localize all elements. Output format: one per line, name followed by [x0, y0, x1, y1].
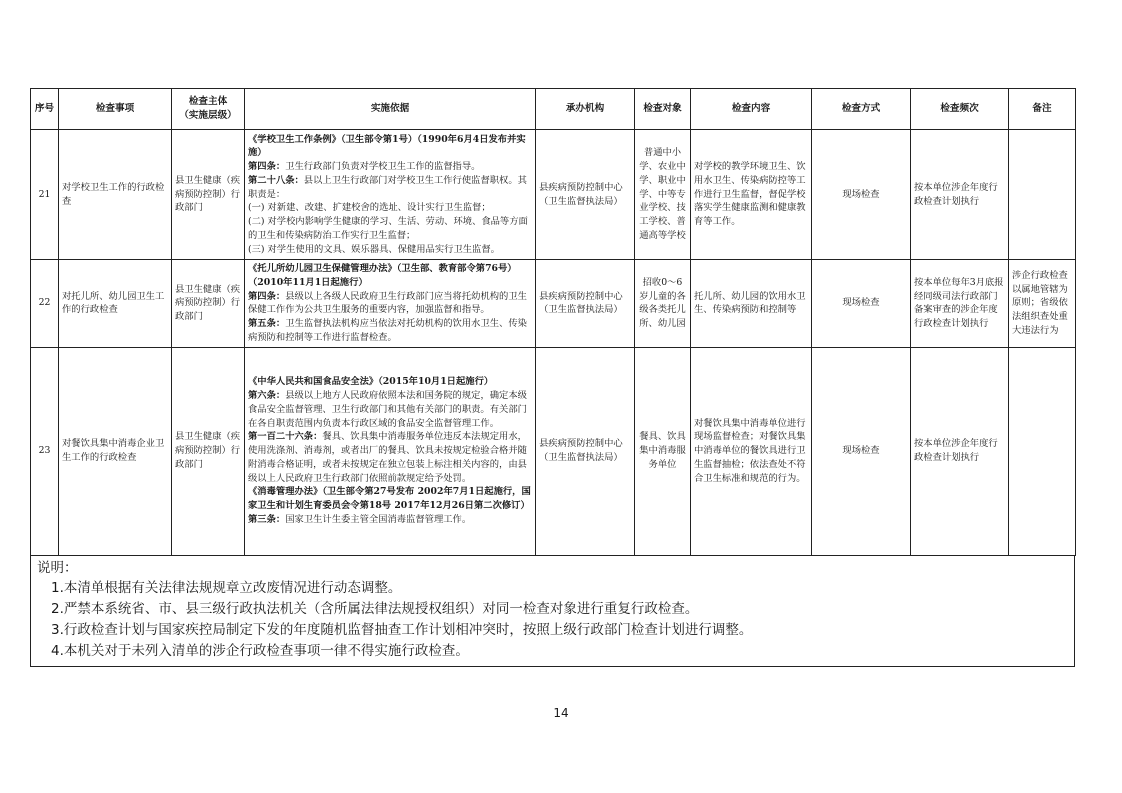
- cell-item: 对托儿所、幼儿园卫生工作的行政检查: [59, 260, 172, 348]
- cell-method: 现场检查: [812, 260, 911, 348]
- cell-frequency: 按本单位涉企年度行政检查计划执行: [911, 130, 1009, 260]
- cell-remark: 涉企行政检查以属地管辖为原则；省级依法组织查处重大违法行为: [1009, 260, 1076, 348]
- header-basis: 实施依据: [245, 89, 536, 130]
- basis-article-text: 国家卫生计生委主管全国消毒监督管理工作。: [285, 513, 472, 525]
- cell-basis: [245, 130, 536, 260]
- note-item-1: 1.本清单根据有关法律法规规章立改废情况进行动态调整。: [51, 580, 402, 597]
- cell-organization: 县疾病预防控制中心（卫生监督执法局）: [536, 130, 635, 260]
- basis-law-title: 《学校卫生工作条例》（卫生部令第1号）（1990年6月4日发布并实施）: [248, 133, 526, 159]
- basis-article-label: 第六条：: [248, 390, 286, 402]
- notes-section: [30, 556, 1075, 668]
- cell-remark: [1009, 347, 1076, 555]
- header-target: 检查对象: [635, 89, 691, 130]
- basis-article-label: 第四条：: [248, 290, 286, 302]
- basis-clause: (二) 对学校内影响学生健康的学习、生活、劳动、环境、食品等方面的卫生和传染病防治工作实行卫生监督；: [248, 216, 528, 241]
- cell-organization: 县疾病预防控制中心（卫生监督执法局）: [536, 347, 635, 555]
- basis-article: [248, 317, 532, 345]
- cell-remark: [1009, 130, 1076, 260]
- basis-article-text: 县级以上地方人民政府依照本法和国务院的规定，确定本级食品安全监督管理、卫生行政部门和其他有关部门的职责。有关部门在各自职责范围内负责本行政区域的食品安全监督管理工作。: [248, 390, 527, 429]
- note-item-4: 4.本机关对于未列入清单的涉企行政检查事项一律不得实施行政检查。: [51, 643, 469, 660]
- header-item: 检查事项: [59, 89, 172, 130]
- basis-law-title: 《消毒管理办法》（卫生部令第27号发布 2002年7月1日起施行，国家卫生和计划生育委员会令第18号 2017年12月26日第二次修订）: [248, 486, 531, 512]
- basis-article: [248, 290, 532, 318]
- basis-article-text: 餐具、饮具集中消毒服务单位违反本法规定用水，使用洗涤剂、消毒剂，或者出厂的餐具、饮具未按规定检验合格并随附消毒合格证明，或者未按规定在独立包装上标注相关内容的，由县级以上人民政府卫生行政部门依照前款规定给予处罚。: [248, 431, 527, 484]
- basis-clause: (三) 对学生使用的文具、娱乐器具、保健用品实行卫生监督。: [248, 243, 500, 255]
- table-header-row: [31, 89, 1076, 130]
- basis-article-label: 第四条：: [248, 161, 286, 173]
- basis-article-label: 第一百二十六条：: [248, 431, 323, 443]
- cell-organization: 县疾病预防控制中心（卫生监督执法局）: [536, 260, 635, 348]
- cell-item: 对学校卫生工作的行政检查: [59, 130, 172, 260]
- cell-basis: [245, 347, 536, 555]
- basis-article-text: 卫生监督执法机构应当依法对托幼机构的饮用水卫生、传染病预防和控制等工作进行监督检查。: [248, 318, 527, 343]
- cell-number: 21: [31, 130, 59, 260]
- basis-article-text: 县以上卫生行政部门对学校卫生工作行使监督职权。其职责是：: [248, 174, 527, 200]
- note-item-3: 3.行政检查计划与国家疾控局制定下发的年度随机监督抽查工作计划相冲突时，按照上级行政部门检查计划进行调整。: [51, 622, 753, 639]
- table-row: [31, 260, 1076, 348]
- cell-frequency: 按本单位涉企年度行政检查计划执行: [911, 347, 1009, 555]
- basis-article: [248, 430, 532, 485]
- cell-content: 托儿所、幼儿园的饮用水卫生、传染病预防和控制等: [691, 260, 812, 348]
- cell-target: 餐具、饮具集中消毒服务单位: [635, 347, 691, 555]
- basis-article: [248, 174, 532, 202]
- cell-subject: 县卫生健康（疾病预防控制）行政部门: [172, 347, 245, 555]
- basis-clause: (一) 对新建、改建、扩建校舍的选址、设计实行卫生监督；: [248, 202, 491, 214]
- header-subject: 检查主体 （实施层级）: [172, 89, 245, 130]
- cell-frequency: 按本单位每年3月底报经同级司法行政部门备案审查的涉企年度行政检查计划执行: [911, 260, 1009, 348]
- notes-title: 说明：: [37, 559, 78, 576]
- note-item-2: 2.严禁本系统省、市、县三级行政执法机关（含所属法律法规授权组织）对同一检查对象进行重复行政检查。: [51, 601, 699, 618]
- header-frequency: 检查频次: [911, 89, 1009, 130]
- header-method: 检查方式: [812, 89, 911, 130]
- cell-target: 普通中小学、农业中学、职业中学、中等专业学校、技工学校、普通高等学校: [635, 130, 691, 260]
- header-remark: 备注: [1009, 89, 1076, 130]
- cell-target: 招收0～6岁儿童的各级各类托儿所、幼儿园: [635, 260, 691, 348]
- basis-law-title: 《中华人民共和国食品安全法》（2015年10月1日起施行）: [248, 376, 494, 388]
- basis-law-title: 《托儿所幼儿园卫生保健管理办法》（卫生部、教育部令第76号）（2010年11月1日起施行）: [248, 263, 517, 288]
- header-no: 序号: [31, 89, 59, 130]
- basis-article-label: 第三条：: [248, 513, 286, 525]
- basis-article-label: 第二十八条：: [248, 174, 304, 186]
- cell-number: 23: [31, 347, 59, 555]
- cell-subject: 县卫生健康（疾病预防控制）行政部门: [172, 260, 245, 348]
- cell-item: 对餐饮具集中消毒企业卫生工作的行政检查: [59, 347, 172, 555]
- basis-article: [248, 160, 532, 174]
- cell-content: 对餐饮具集中消毒单位进行现场监督检查；对餐饮具集中消毒单位的餐饮具进行卫生监督抽检；依法查处不符合卫生标准和规范的行为。: [691, 347, 812, 555]
- basis-article: [248, 389, 532, 430]
- table-row: [31, 347, 1076, 555]
- cell-basis: [245, 260, 536, 348]
- basis-article-label: 第五条：: [248, 318, 286, 329]
- basis-article-text: 县级以上各级人民政府卫生行政部门应当将托幼机构的卫生保健工作作为公共卫生服务的重要内容，加强监督和指导。: [248, 290, 527, 316]
- header-content: 检查内容: [691, 89, 812, 130]
- cell-method: 现场检查: [812, 130, 911, 260]
- cell-number: 22: [31, 260, 59, 348]
- basis-article: [248, 513, 532, 527]
- inspection-table: [30, 88, 1076, 556]
- page-number: 14: [553, 706, 569, 720]
- cell-method: 现场检查: [812, 347, 911, 555]
- inspection-list-sheet: [30, 88, 1075, 667]
- table-row: [31, 130, 1076, 260]
- header-org: 承办机构: [536, 89, 635, 130]
- cell-content: 对学校的教学环境卫生、饮用水卫生、传染病防控等工作进行卫生监督，督促学校落实学生健康监测和健康教育等工作。: [691, 130, 812, 260]
- cell-subject: 县卫生健康（疾病预防控制）行政部门: [172, 130, 245, 260]
- basis-article-text: 卫生行政部门负责对学校卫生工作的监督指导。: [285, 161, 481, 173]
